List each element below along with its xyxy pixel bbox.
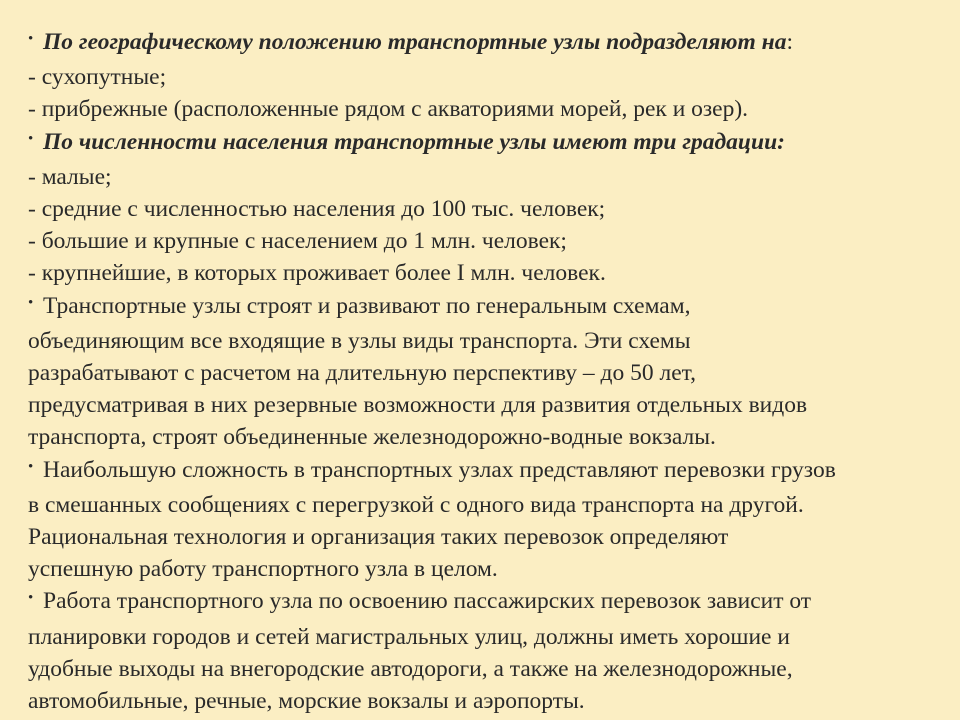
paragraph-line: Рациональная технология и организация таких перевозок определяют: [28, 524, 729, 551]
list-item: - прибрежные (расположенные рядом с акваториями морей, рек и озер).: [28, 96, 749, 123]
block2-heading: По численности населения транспортные узлы имеют три градации:: [43, 128, 785, 155]
paragraph-line: планировки городов и сетей магистральных улиц, должны иметь хорошие и: [28, 623, 790, 650]
paragraph-line: объединяющим все входящие в узлы виды транспорта. Эти схемы: [28, 327, 691, 354]
bullet-icon: •: [28, 31, 34, 47]
paragraph-line: автомобильные, речные, морские вокзалы и аэропорты.: [28, 688, 585, 715]
paragraph-text: Работа транспортного узла по освоению пассажирских перевозок зависит от: [43, 588, 812, 615]
block1-heading-line: [28, 26, 936, 61]
paragraph-line: транспорта, строят объединенные железнодорожно-водные вокзалы.: [28, 424, 716, 451]
paragraph-line: удобные выходы на внегородские автодороги, а также на железнодорожные,: [28, 655, 793, 682]
paragraph-line: в смешанных сообщениях с перегрузкой с одного вида транспорта на другой.: [28, 491, 804, 518]
block2-heading-line: [28, 126, 936, 161]
block3-first-line: [28, 290, 936, 325]
bullet-icon: •: [28, 590, 34, 607]
list-item: - крупнейшие, в которых проживает более I млн. человек.: [28, 260, 606, 287]
list-item: - большие и крупные с населением до 1 млн. человек;: [28, 228, 567, 255]
list-item: - малые;: [28, 163, 112, 190]
list-item: - сухопутные;: [28, 64, 167, 91]
paragraph-line: разрабатывают с расчетом на длительную перспективу – до 50 лет,: [28, 360, 697, 387]
block1-heading-suffix: :: [786, 29, 794, 55]
paragraph-text: Транспортные узлы строят и развивают по генеральным схемам,: [43, 292, 691, 319]
block4-first-line: [28, 454, 936, 489]
bullet-icon: •: [28, 458, 34, 475]
paragraph-text: Наибольшую сложность в транспортных узлах представляют перевозки грузов: [43, 456, 836, 483]
paragraph-line: успешную работу транспортного узла в целом.: [28, 556, 498, 583]
bullet-icon: •: [28, 130, 34, 147]
block1-heading: По географическому положению транспортные узлы подразделяют на: [43, 29, 787, 55]
paragraph-line: предусматривая в них резервные возможности для развития отдельных видов: [28, 392, 808, 419]
list-item: - средние с численностью населения до 100 тыс. человек;: [28, 196, 606, 223]
bullet-icon: •: [28, 294, 34, 311]
block5-first-line: [28, 585, 936, 620]
